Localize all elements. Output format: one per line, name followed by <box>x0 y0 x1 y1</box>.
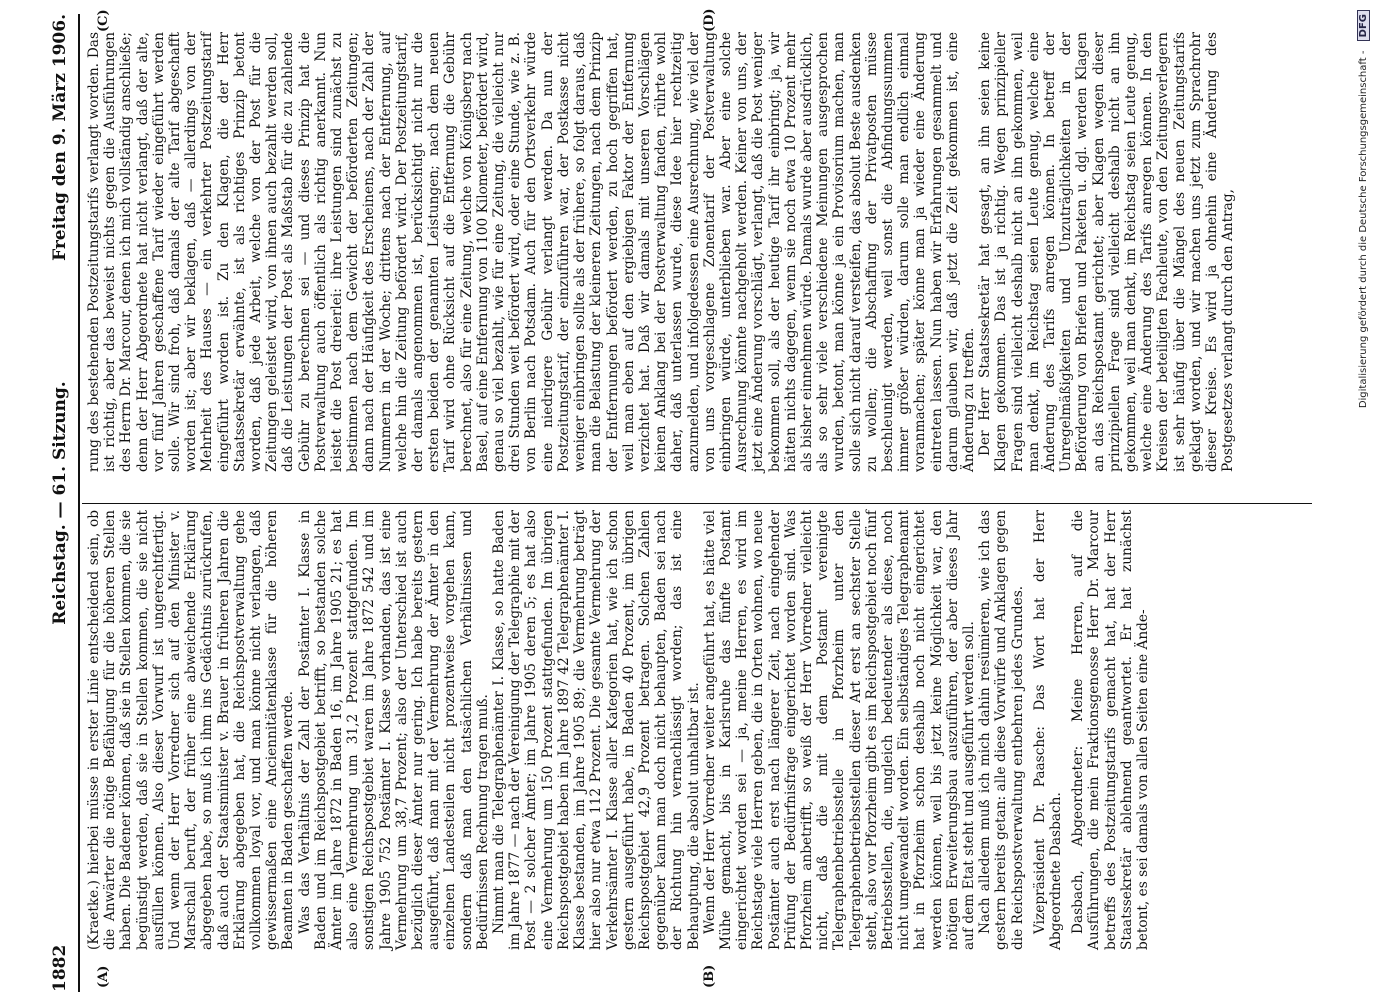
page-number: 1882 <box>50 944 70 992</box>
header-rule <box>78 14 80 992</box>
digitization-credit <box>1357 10 1375 990</box>
margin-marker-d: (D) <box>702 8 717 32</box>
margin-marker-c: (C) <box>96 9 111 32</box>
page-header <box>48 14 76 992</box>
paragraph: Wenn der Herr Vorredner weiter angeführt hat, es hätte viel Mühe gemacht, bis in Karlsruhe das fünfte Postamt eingerichtet worden sei — ja, meine Herren, es wird im Reichstage viele Herren geben, die in Orten wohnen, wo neue Postämter auch erst nach längerer Zeit, nach eingehender Prüfung der Bedürfnisfrage eingerichtet worden sind. Was Pforzheim anbetrifft, so weiß der Herr Vorredner vielleicht nicht, daß die mit dem Postamt vereinigte Telegraphenbetriebsstelle in Pforzheim unter den Telegraphenbetriebsstellen dieser Art erst an sechster Stelle steht, also vor Pforzheim gibt es im Reichspostgebiet noch fünf Betriebsstellen, die, ungleich bedeutender als diese, noch nicht umgewandelt worden. Ein selbständiges Telegraphenamt hat in Pforzheim schon deshalb noch nicht eingerichtet werden können, weil bis jetzt keine Möglichkeit war, den nötigen Erweiterungsbau auszuführen, der aber dieses Jahr auf dem Etat steht und ausgeführt werden soll. <box>701 510 977 950</box>
paragraph: Was das Verhältnis der Zahl der Postämter I. Klasse in Baden und im Reichspostgebiet betrifft, so bestanden solche Ämter im Jahre 1872 in Baden 16, im Jahre 1905 21; es hat also eine Vermehrung um 31,2 Prozent stattgefunden. Im sonstigen Reichspostgebiet waren im Jahre 1872 542 und im Jahre 1905 752 Postämter I. Klasse vorhanden, das ist eine Vermehrung um 38,7 Prozent; also der Unterschied ist auch bezüglich dieser Ämter nur gering. Ich habe bereits gestern ausgeführt, daß man mit der Vermehrung der Ämter in den einzelnen Landesteilen nicht prozentweise vorgehen kann, sondern daß man den tatsächlichen Verhältnissen und Bedürfnissen Rechnung tragen muß. <box>296 510 491 950</box>
text-column-left <box>86 510 1151 950</box>
paragraph: Nimmt man die Telegraphenämter I. Klasse, so hatte Baden im Jahre 1877 — nach der Vereinigung der Telegraphie mit der Post — 2 solcher Ämter; im Jahre 1905 deren 5; es hat also eine Vermehrung um 150 Prozent stattgefunden. Im übrigen Reichspostgebiet haben im Jahre 1897 42 Telegraphenämter I. Klasse bestanden, im Jahre 1905 89; die Vermehrung beträgt hier also nur etwa 112 Prozent. Die gesamte Vermehrung der Verkehrsämter I. Klasse aller Kategorien hat, wie ich schon gestern ausgeführt habe, in Baden 40 Prozent, im übrigen Reichspostgebiet 42,9 Prozent betragen. Solchen Zahlen gegenüber kann man doch nicht behaupten, Baden sei nach der Richtung hin vernachlässigt worden; das ist eine Behauptung, die absolut unhaltbar ist. <box>491 510 702 950</box>
session-date: Freitag den 9. März 1906. <box>50 14 70 261</box>
speaker-paragraph: Dasbach, Abgeordneter: Meine Herren, auf die Ausführungen, die mein Fraktionsgenosse Herr Dr. Marcour betreffs des Postzeitungstarifs gemacht hat, hat der Herr Staatssekretär ablehnend geantwortet. Er hat zunächst betont, es sei damals von allen Seiten eine Ände- <box>1070 510 1151 950</box>
column-divider <box>82 503 1312 504</box>
speaker-paragraph: Vizepräsident Dr. Paasche: Das Wort hat der Herr Abgeordnete Dasbach. <box>1031 510 1064 950</box>
paragraph: Der Herr Staatssekretär hat gesagt, an ihn seien keine Klagen gekommen. Das ist ja richtig. Wegen prinzipieller Fragen sind vielleicht deshalb nicht an ihn gekommen, weil man denkt, im Reichstag seien Leute genug, welche eine Änderung des Tarifs anregen können. In betreff der Unregelmäßigkeiten und Unzuträglichkeiten in der Beförderung von Briefen und Paketen u. dgl. werden Klagen an das Reichspostamt gerichtet; aber Klagen wegen dieser prinzipiellen Frage sind vielleicht deshalb nicht an ihn gekommen, weil man denkt, im Reichstag seien Leute genug, welche eine Änderung des Tarifs anregen können. In den Kreisen der beteiligten Fachleute, von den Zeitungsverlegern ist sehr häufig über die Mängel des neuen Zeitungstarifs geklagt worden, und wir machen uns jetzt zum Sprachrohr dieser Kreise. Es wird ja ohnehin eine Änderung des Postgesetzes verlangt durch den Antrag, <box>977 32 1237 472</box>
dfg-logo: DFG <box>1357 10 1370 41</box>
margin-marker-a: (A) <box>96 965 111 988</box>
margin-marker-b: (B) <box>702 964 717 988</box>
text-column-right <box>86 32 1236 472</box>
session-title: Reichstag. — 61. Sitzung. <box>50 381 70 625</box>
credit-text: Digitalisierung gefördert durch die Deutsche Forschungsgemeinschaft - <box>1358 50 1369 409</box>
paragraph: rung des bestehenden Postzeitungstarifs verlangt worden. Das ist richtig, aber das beweist nichts gegen die Ausführungen des Herrn Dr. Marcour, denen ich mich vollständig anschließe; denn der Herr Abgeordnete hat nicht verlangt, daß der alte, vor fünf Jahren geschaffene Tarif wieder eingeführt werden solle. Wir sind froh, daß damals der alte Tarif abgeschafft worden ist; aber wir beklagen, daß — allerdings von der Mehrheit des Hauses — ein verkehrter Postzeitungstarif eingeführt worden ist. Zu den Klagen, die der Herr Staatssekretär erwähnte, ist als richtiges Prinzip betont worden, daß jede Arbeit, welche von der Post für die Zeitungen geleistet wird, von ihnen auch bezahlt werden soll, daß die Leistungen der Post als Maßstab für die zu zahlende Gebühr zu berechnen sei — und dieses Prinzip hat die Postverwaltung auch öffentlich als richtig anerkannt. Nun leistet die Post dreierlei: ihre Leistungen sind zunächst zu bestimmen nach dem Gewicht der beförderten Zeitungen; dann nach der Häufigkeit des Erscheinens, nach der Zahl der Nummern in der Woche; drittens nach der Entfernung, auf welche hin die Zeitung befördert wird. Der Postzeitungstarif, der damals angenommen ist, berücksichtigt nicht nur die ersten beiden der genannten Leistungen; nach dem neuen Tarif wird ohne Rücksicht auf die Entfernung die Gebühr berechnet, also für eine Zeitung, welche von Königsberg nach Basel, auf eine Entfernung von 1100 Kilometer, befördert wird, genau so viel bezahlt, wie für eine Zeitung, die vielleicht nur drei Stunden weit befördert wird, oder eine Stunde, wie z. B. von Berlin nach Potsdam. Auch für den Ortsverkehr würde eine niedrigere Gebühr verlangt werden. Da nun der Postzeitungstarif, der einzuführen war, der Postkasse nicht weniger einbringen sollte als der frühere, so folgt daraus, daß man die Belastung der kleineren Zeitungen, nach dem Prinzip der Entfernungen befördert werden, zu hoch gegriffen hat, weil man eben auf den ergiebigen Faktor der Entfernung verzichtet hat. Daß wir damals mit unseren Vorschlägen keinen Anklang bei der Postverwaltung fanden, rührte wohl daher, daß unterlassen wurde, diese Idee hier rechtzeitig anzumelden, und infolgedessen eine Ausrechnung, wie viel der von uns vorgeschlagene Zonentarif der Postverwaltung einbringen würde, unterblieben war. Aber eine solche Ausrechnung könnte nachgeholt werden. Keiner von uns, der jetzt eine Änderung vorschlägt, verlangt, daß die Post weniger bekommen soll, als der heutige Tarif ihr einbringt; ja, wir hätten nichts dagegen, wenn sie noch etwa 10 Prozent mehr als bisher einnehmen würde. Damals wurde aber ausdrücklich, als so sehr viele verschiedene Meinungen ausgesprochen wurden, betont, man könne ja ein Provisorium machen, man solle sich nicht darauf versteifen, das absolut Beste ausdenken zu wollen; die Abschaffung der Privatposten müsse beschleunigt werden, weil sonst die Abfindungssummen immer größer würden, darum solle man endlich einmal voranmachen; später könne man ja wieder eine Änderung eintreten lassen. Nun haben wir Erfahrungen gesammelt und darum glauben wir, daß jetzt die Zeit gekommen ist, eine Änderung zu treffen. <box>86 32 977 472</box>
paragraph: (Kraetke.) hierbei müsse in erster Linie entscheidend sein, ob die Anwärter die nötige Befähigung für die höheren Stellen haben. Die Badener können, daß sie in Stellen kommen, die sie begünstigt werden, daß sie in Stellen kommen, die sie nicht ausfüllen können. Also dieser Vorwurf ist ungerechtfertigt. Und wenn der Herr Vorredner sich auf den Minister v. Marschall beruft, der früher eine abweichende Erklärung abgegeben habe, so muß ich ihm ins Gedächtnis zurückrufen, daß auch der Staatsminister v. Brauer in früheren Jahren die Erklärung abgegeben hat, die Reichspostverwaltung gehe vollkommen loyal vor, und man könne nicht verlangen, daß gewissermaßen eine Anciennitätenklasse für die höheren Beamten in Baden geschaffen werde. <box>86 510 297 950</box>
paragraph: Nach alledem muß ich mich dahin resümieren, wie ich das gestern bereits getan: alle diese Vorwürfe und Anklagen gegen die Reichspostverwaltung entbehren jedes Grundes. <box>977 510 1026 950</box>
